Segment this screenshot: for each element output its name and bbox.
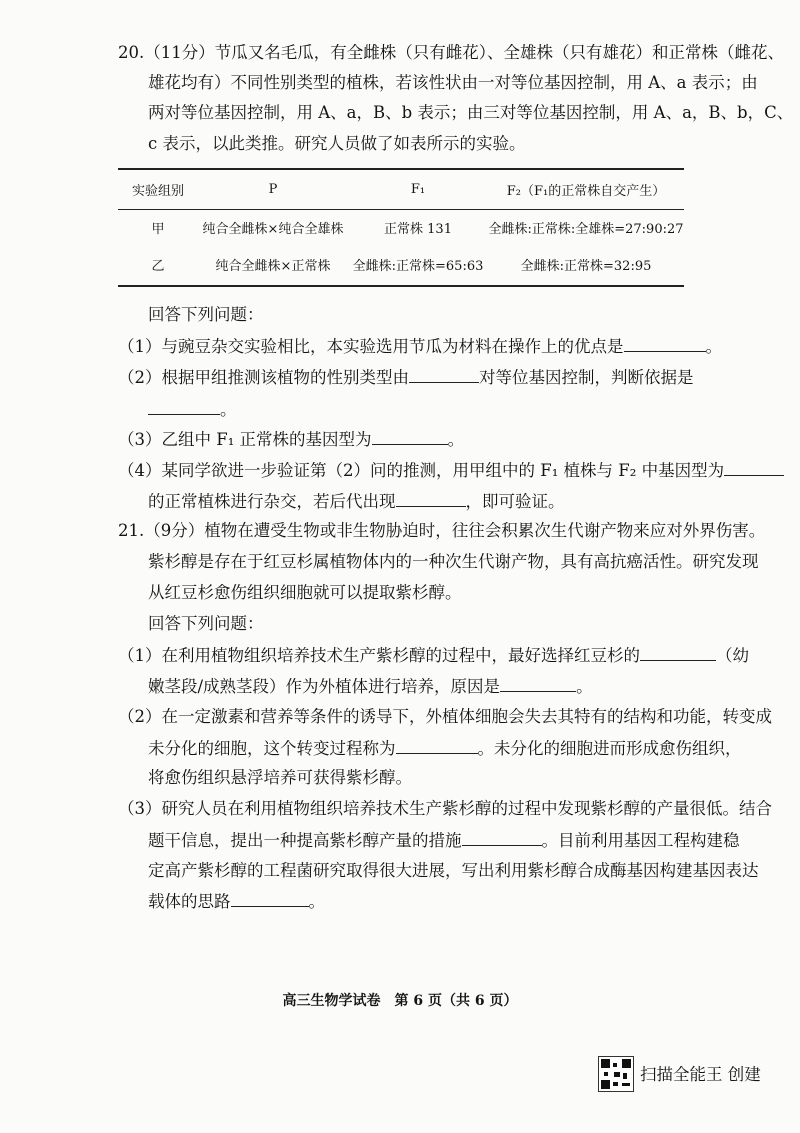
answer-blank[interactable]: [396, 737, 478, 754]
q20-sub-4-end: ，即可验证。: [465, 492, 565, 511]
table-cell: 甲: [151, 222, 165, 237]
table-cell: 纯合全雌株×正常株: [215, 259, 331, 274]
q21-sub-1-end: 。: [576, 677, 593, 696]
q20-sub-1-end: 。: [705, 337, 722, 356]
table-cell: 乙: [151, 259, 165, 274]
q20-sub-3-end: 。: [447, 430, 465, 449]
q20-sub-1: [118, 335, 722, 358]
table-cell: 全雌株:正常株=65:63: [352, 259, 484, 274]
q20-stem-line-3: 两对等位基因控制，用 A、a，B、b 表示；由三对等位基因控制，用 A、a，B、b，C、: [148, 103, 794, 122]
table-row: [118, 246, 684, 283]
table-cell: 全雌株:正常株=32:95: [520, 259, 652, 274]
q21-sub-3-text-b: 题干信息，提出一种提高紫杉醇产量的措施: [148, 831, 462, 850]
q20-sub-4-text-a: （4）某同学欲进一步验证第（2）问的推测，用甲组中的 F₁ 植株与 F₂ 中基因型为: [118, 461, 725, 480]
table-cell: 纯合全雌株×纯合全雄株: [202, 222, 344, 237]
answer-blank[interactable]: [409, 366, 479, 383]
q20-stem-line-4: c 表示，以此类推。研究人员做了如表所示的实验。: [148, 134, 526, 153]
q21-sub-3-text-c: 。目前利用基因工程构建稳: [541, 831, 740, 850]
answer-blank[interactable]: [724, 459, 784, 476]
table-header-cell: F₁: [410, 181, 426, 197]
table-header-cell: F₂（F₁的正常株自交产生）: [506, 183, 666, 199]
q21-sub-1-text-a: （1）在利用植物组织培养技术生产紫杉醇的过程中，最好选择红豆杉的: [118, 646, 640, 665]
experiment-table: [118, 169, 684, 283]
q21-sub-2-line-3: 将愈伤组织悬浮培养可获得紫杉醇。: [148, 768, 412, 787]
q21-sub-3-line-4: [148, 890, 325, 913]
q21-sub-3: （3）研究人员在利用植物组织培养技术生产紫杉醇的过程中发现紫杉醇的产量很低。结合: [118, 799, 772, 818]
table-header-cell: P: [268, 181, 278, 197]
q20-sub-2-cont: [148, 398, 237, 421]
answer-blank[interactable]: [231, 890, 309, 907]
q20-sub-2: [118, 366, 694, 389]
q21-sub-2-cont: [148, 737, 742, 760]
scanner-watermark: 扫描全能王 创建: [640, 1065, 761, 1084]
q20-sub-3: [118, 428, 464, 451]
q20-sub-2-text-a: （2）根据甲组推测该植物的性别类型由: [118, 368, 409, 387]
answer-blank[interactable]: [396, 490, 466, 507]
q20-sub-4-text-b: 的正常植株进行杂交，若后代出现: [148, 492, 396, 511]
table-header-cell: 实验组别: [131, 183, 184, 199]
q21-sub-3-cont: [148, 829, 740, 852]
q21-answer-intro: 回答下列问题：: [148, 614, 264, 633]
q20-sub-1-text: （1）与豌豆杂交实验相比，本实验选用节瓜为材料在操作上的优点是: [118, 337, 624, 356]
q21-sub-1: [118, 644, 749, 667]
q21-sub-3-end: 。: [308, 892, 325, 911]
answer-blank[interactable]: [624, 335, 706, 352]
table-row: [118, 209, 684, 246]
q20-sub-4: [118, 459, 784, 482]
q21-sub-1-cont: [148, 675, 593, 698]
q20-stem-line-2: 雄花均有）不同性别类型的植株，若该性状由一对等位基因控制，用 A、a 表示；由: [148, 73, 758, 92]
q20-sub-4-cont: [148, 490, 565, 513]
q21-sub-2-text-b: 未分化的细胞，这个转变过程称为: [148, 739, 396, 758]
q21-sub-2-text-c: 。未分化的细胞进而形成愈伤组织，: [477, 739, 742, 758]
table-cell: 正常株 131: [384, 222, 452, 237]
q20-sub-2-end: 。: [220, 400, 237, 419]
q21-stem-line-3: 从红豆杉愈伤组织细胞就可以提取紫杉醇。: [148, 583, 462, 602]
answer-blank[interactable]: [462, 829, 542, 846]
q21-sub-3-text-e: 载体的思路: [148, 892, 231, 911]
qr-code-icon: [598, 1056, 634, 1092]
table-bottom-rule: [118, 285, 684, 287]
page-footer: 高三生物学试卷 第 6 页（共 6 页）: [282, 993, 518, 1009]
q20-answer-intro: 回答下列问题：: [148, 305, 264, 324]
answer-blank[interactable]: [640, 644, 716, 661]
table-header-row: [118, 169, 684, 209]
q21-sub-3-line-3: 定高产紫杉醇的工程菌研究取得很大进展，写出利用紫杉醇合成酶基因构建基因表达: [148, 861, 759, 880]
table-cell: 全雌株:正常株:全雄株=27:90:27: [488, 222, 684, 237]
q21-stem-line-2: 紫杉醇是存在于红豆杉属植物体内的一种次生代谢产物，具有高抗癌活性。研究发现: [148, 552, 759, 571]
q20-sub-2-text-b: 对等位基因控制，判断依据是: [479, 368, 694, 387]
answer-blank[interactable]: [372, 428, 448, 445]
q21-sub-2: （2）在一定激素和营养等条件的诱导下，外植体细胞会失去其特有的结构和功能，转变成: [118, 707, 772, 726]
q21-stem-line-1: 21.（9分）植物在遭受生物或非生物胁迫时，往往会积累次生代谢产物来应对外界伤害。: [118, 521, 766, 540]
answer-blank[interactable]: [500, 675, 576, 692]
q20-stem-line-1: 20.（11分）节瓜又名毛瓜，有全雌株（只有雌花）、全雄株（只有雄花）和正常株（雌花、: [118, 43, 784, 62]
q21-sub-1-text-b: （幼: [716, 646, 749, 665]
q21-sub-1-text-c: 嫩茎段/成熟茎段）作为外植体进行培养，原因是: [148, 677, 501, 696]
q20-sub-3-text: （3）乙组中 F₁ 正常株的基因型为: [118, 430, 372, 449]
answer-blank[interactable]: [148, 398, 220, 415]
